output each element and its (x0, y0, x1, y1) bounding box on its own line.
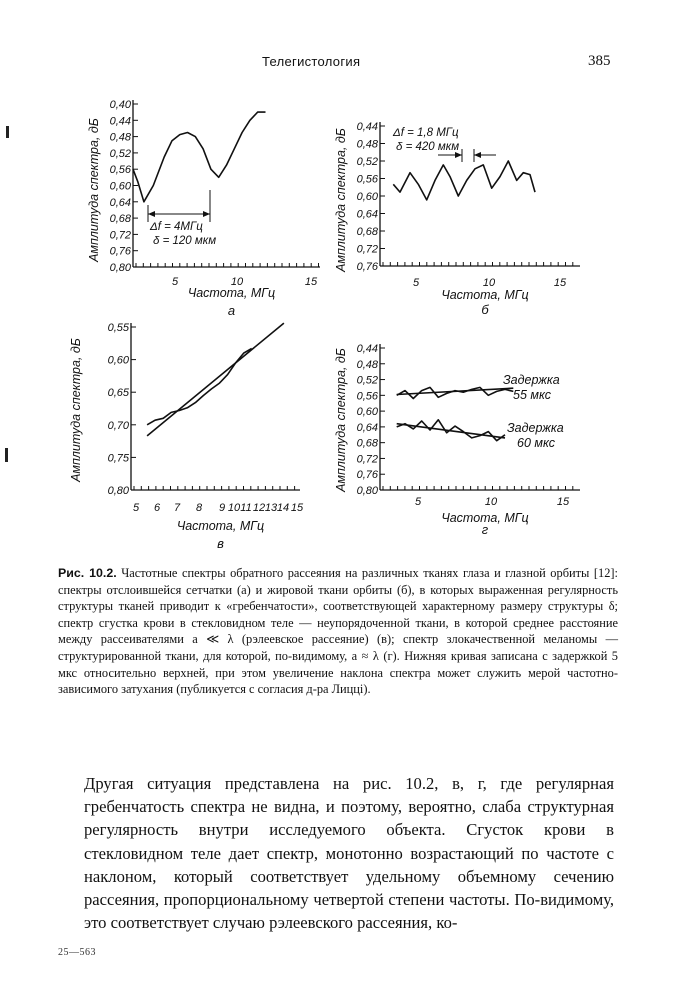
y-tick-label-d: 0,72 (356, 453, 378, 466)
y-tick-label-a: 0,52 (109, 147, 131, 160)
y-tick-label-a: 0,48 (109, 131, 131, 144)
x-tick-label-b: 5 (412, 277, 420, 289)
y-tick-label-a: 0,68 (109, 213, 131, 226)
x-axis-title-a: Частота, МГц (187, 286, 276, 300)
annotation-delay-label-55: Задержка (503, 373, 560, 387)
page-number: 385 (588, 53, 611, 69)
y-tick-label-b: 0,68 (356, 226, 378, 238)
scan-mark-top (6, 126, 9, 138)
y-tick-label-d: 0,64 (356, 421, 378, 434)
annotation-delta-f-a: Δf = 4МГц (150, 221, 203, 233)
series-line-c-0 (147, 349, 252, 425)
x-tick-label-c: 10 (227, 502, 241, 514)
figure-caption (58, 565, 618, 698)
x-axis-title-b: Частота, МГц (441, 288, 529, 302)
y-tick-label-d: 0,48 (356, 358, 378, 371)
y-tick-label-c: 0,65 (107, 387, 129, 400)
y-tick-label-b: 0,48 (356, 138, 378, 151)
x-axis-title-c: Частота, МГц (176, 519, 265, 533)
annotation-delay-value-55: 55 мкс (513, 388, 551, 402)
panel-label-d: г (481, 522, 489, 537)
annotation-delay-label-60: Задержка (507, 421, 564, 435)
series-line-b-0 (393, 161, 535, 200)
x-tick-label-c: 7 (173, 502, 181, 514)
caption-label: Рис. 10.2. (58, 566, 117, 580)
x-tick-label-c: 15 (290, 502, 304, 514)
x-tick-label-b: 10 (482, 277, 496, 289)
y-tick-label-c: 0,70 (107, 419, 129, 432)
x-tick-label-c: 11 (240, 502, 252, 514)
y-tick-label-d: 0,52 (356, 374, 378, 387)
x-tick-label-c: 14 (276, 502, 290, 514)
y-tick-label-a: 0,40 (109, 99, 131, 111)
series-line-c-1 (147, 323, 284, 436)
y-tick-label-a: 0,72 (109, 229, 131, 242)
arrowhead-left-a (148, 211, 155, 217)
y-tick-label-d: 0,60 (356, 406, 378, 419)
y-tick-label-b: 0,76 (356, 261, 378, 273)
y-tick-label-c: 0,80 (107, 485, 129, 497)
y-tick-label-b: 0,44 (356, 121, 378, 133)
annotation-delta-b: δ = 420 мкм (396, 141, 460, 153)
x-tick-label-a: 15 (304, 276, 318, 288)
y-tick-label-a: 0,44 (109, 115, 131, 128)
series-line-a-0 (133, 112, 266, 202)
caption-text: Частотные спектры обратного рассеяния на различных тканях глаза и глазной орбиты [12]: спектры отслоившейся сетчатки (а) и жировой ткани орбиты (б), в которых выраженная регулярность структуры тканей приводит к «гребенчатости», соответствующей характерному размеру структуры δ; спектр сгустка крови в стекловидном теле — неупорядоченной ткани, в которой среднее расстояние между рассеивателями a ≪ λ (рэлеевское рассеяние) (в); спектр злокачественной меланомы — структурированной ткани, для которой, по-видимому, a ≈ λ (г). Нижняя кривая записана с задержкой 5 мкс относительно верхней, при этом увеличение наклона спектра может служить мерой частотно-зависимого затухания (публикуется с согласия д-ра Лиццi). (58, 566, 618, 697)
y-axis-title-c: Амплитуда спектра, дБ (69, 338, 83, 482)
y-tick-label-a: 0,64 (109, 196, 131, 209)
y-tick-label-b: 0,60 (356, 191, 378, 203)
x-tick-label-b: 15 (553, 277, 567, 289)
y-tick-label-b: 0,64 (356, 208, 378, 221)
y-tick-label-b: 0,52 (356, 156, 378, 168)
annotation-delta-a: δ = 120 мкм (153, 235, 217, 247)
y-tick-label-a: 0,76 (109, 245, 131, 258)
y-tick-label-a: 0,60 (109, 180, 131, 193)
x-tick-label-d: 5 (414, 496, 422, 508)
x-tick-label-c: 5 (132, 502, 140, 514)
x-axis-title-d: Частота, МГц (441, 511, 529, 525)
running-header-title: Телегистология (262, 54, 361, 69)
y-tick-label-a: 0,56 (109, 164, 131, 177)
annotation-delta-f-b: Δf = 1,8 МГц (393, 127, 459, 139)
y-tick-label-c: 0,55 (107, 322, 129, 334)
scan-mark-middle (5, 448, 8, 462)
annotation-delay-value-60: 60 мкс (517, 436, 555, 450)
x-tick-label-c: 6 (153, 502, 161, 514)
y-tick-label-d: 0,76 (356, 469, 378, 482)
printer-signature: 25—563 (58, 947, 96, 958)
x-tick-label-c: 9 (218, 502, 226, 514)
y-tick-label-d: 0,68 (356, 437, 378, 450)
y-tick-label-c: 0,60 (107, 354, 129, 367)
panel-label-a: а (227, 303, 236, 318)
y-tick-label-b: 0,72 (356, 243, 378, 256)
x-tick-label-c: 13 (264, 502, 278, 514)
x-tick-label-d: 15 (556, 496, 570, 508)
y-axis-title-a: Амплитуда спектра, дБ (87, 118, 101, 262)
x-tick-label-c: 12 (252, 502, 266, 514)
y-tick-label-d: 0,44 (356, 343, 378, 355)
body-paragraph: Другая ситуация представлена на рис. 10.2, в, г, где регулярная гребенчатость спектра не видна, и поэтому, вероятно, слаба структурная регулярность внутри исследуемого объекта. Сгусток крови в стекловидном теле дает спектр, монотонно возрастающий по частоте с наклоном, который соответствует удельному объемному сечению рассеяния, пропорциональному четвертой степени частоты. По-видимому, это соответствует случаю рэлеевского рассеяния, ко- (84, 774, 614, 933)
x-tick-label-d: 10 (484, 496, 498, 508)
y-tick-label-d: 0,56 (356, 390, 378, 403)
y-axis-title-b: Амплитуда спектра, дБ (334, 128, 348, 272)
x-tick-label-a: 5 (171, 276, 179, 288)
panel-label-c: в (217, 536, 224, 551)
x-tick-label-c: 8 (195, 502, 203, 514)
series-line-d-3 (397, 424, 505, 438)
y-tick-label-b: 0,56 (356, 173, 378, 186)
arrowhead-right-a (203, 211, 210, 217)
panel-label-b: б (481, 302, 489, 317)
y-tick-label-d: 0,80 (356, 485, 378, 497)
arrowhead-right-b (474, 152, 481, 158)
x-tick-label-a: 10 (230, 276, 244, 288)
y-tick-label-a: 0,80 (109, 262, 131, 274)
y-axis-title-d: Амплитуда спектра, дБ (334, 348, 348, 492)
y-tick-label-c: 0,75 (107, 452, 129, 465)
